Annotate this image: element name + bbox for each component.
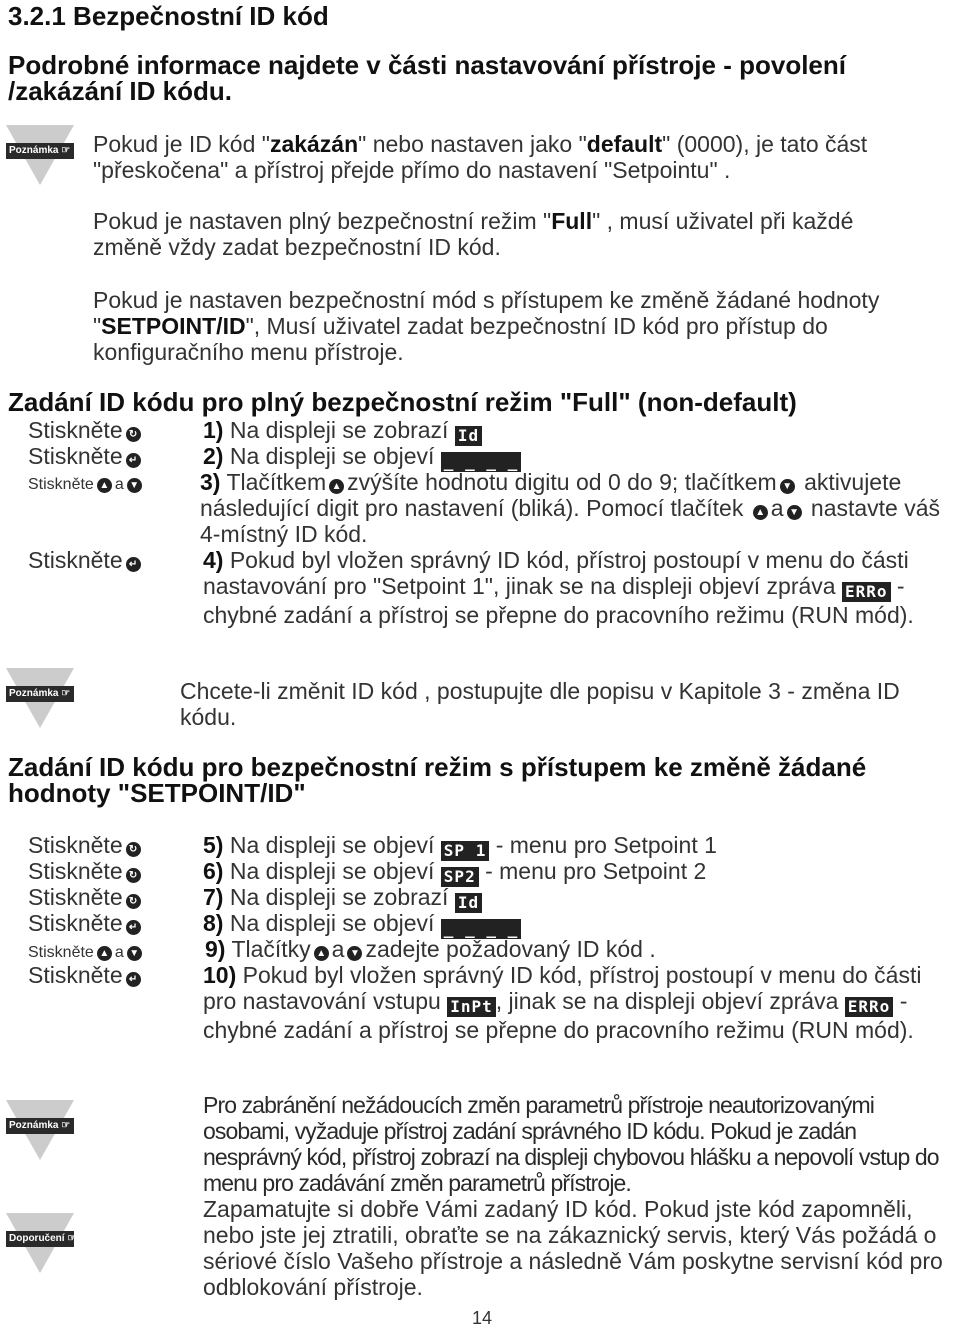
step-10: 10) Pokud byl vložen správný ID kód, přístroj postoupí v menu do části pro nastavování vstupu InPt , jinak se na displeji objeví zpráva ERRo - chybné zadání a přístroj se přepne do pracovního režimu (RUN mód). (203, 962, 922, 1043)
down-key-icon: ▼ (780, 479, 795, 494)
heading-setpoint-mode: Zadání ID kódu pro bezpečnostní režim s přístupem ke změně žádané hodnoty "SETPOINT/ID" (8, 752, 867, 808)
heading-full-mode: Zadání ID kódu pro plný bezpečnostní režim "Full" (non-default) (8, 387, 797, 417)
lcd-dashes: _ _ _ _ (441, 919, 521, 939)
up-key-icon: ▲ (97, 478, 112, 493)
note-icon: Poznámka ☞ (6, 125, 74, 185)
press-label: Stiskněte ↻ (28, 884, 144, 910)
enter-key-icon: ↵ (126, 557, 141, 572)
note-setpoint-mode: Pokud je nastaven bezpečnostní mód s přístupem ke změně žádané hodnoty "SETPOINT/ID", Musí uživatel zadat bezpečnostní ID kód pro přístup do konfiguračního menu přístroje. (93, 287, 880, 365)
press-label: Stiskněte ▲ a ▼ (28, 472, 145, 498)
step-3: 3) Tlačítkem ▲ zvýšíte hodnotu digitu od 0 do 9; tlačítkem ▼ aktivujete následující digit pro nastavení (bliká). Pomocí tlačítek ▲ a ▼ nastavte váš 4-místný ID kód. (200, 469, 941, 547)
scroll-key-icon: ↻ (126, 894, 141, 909)
enter-key-icon: ↵ (126, 920, 141, 935)
down-key-icon: ▼ (127, 946, 142, 961)
step-4: 4) Pokud byl vložen správný ID kód, přístroj postoupí v menu do části nastavování pro "Setpoint 1", jinak se na displeji objeví zpráva ERRo - chybné zadání a přístroj se přepne do pracovního režimu (RUN mód). (203, 547, 914, 628)
press-label: Stiskněte ▲ a ▼ (28, 940, 145, 966)
lcd-id: Id (455, 426, 482, 446)
lcd-id: Id (455, 893, 482, 913)
lcd-input: InPt (447, 997, 496, 1017)
note-unauthorized: Pro zabránění nežádoucích změn parametrů přístroje neautorizovanými osobami, vyžaduje přístroj zadání správného ID kódu. Pokud je zadán nesprávný kód, přístroj zobrazí na displeji chybovou hlášku a nepovolí vstup do menu pro zadávání změn parametrů přístroje. (203, 1092, 939, 1196)
note-change-id: Chcete-li změnit ID kód , postupujte dle popisu v Kapitole 3 - změna ID kódu. (180, 678, 900, 730)
lcd-error: ERRo (842, 582, 891, 602)
step-8: 8) Na displeji se objeví _ _ _ _ (203, 910, 521, 939)
note-icon: Poznámka ☞ (6, 1100, 74, 1160)
press-label: Stiskněte ↻ (28, 832, 144, 858)
intro-text: Podrobné informace najdete v části nastavování přístroje - povolení /zakázání ID kódu. (8, 50, 846, 106)
note-disabled-default: Pokud je ID kód "zakázán" nebo nastaven jako "default" (0000), je tato část "přeskočena" a přístroj přejde přímo do nastavení "Setpointu" . (93, 131, 868, 183)
enter-key-icon: ↵ (126, 453, 141, 468)
step-6: 6) Na displeji se objeví SP2 - menu pro Setpoint 2 (203, 858, 707, 886)
down-key-icon: ▼ (127, 478, 142, 493)
up-key-icon: ▲ (753, 505, 768, 520)
press-label: Stiskněte ↻ (28, 858, 144, 884)
lcd-dashes: _ _ _ _ (441, 452, 521, 472)
step-9: 9) Tlačítky ▲ a ▼ zadejte požadovaný ID kód . (205, 936, 656, 962)
press-label: Stiskněte ↻ (28, 417, 144, 443)
page-number: 14 (472, 1308, 493, 1328)
step-1: 1) Na displeji se zobrazí Id (203, 417, 482, 446)
down-key-icon: ▼ (787, 505, 802, 520)
up-key-icon: ▲ (329, 479, 344, 494)
scroll-key-icon: ↻ (126, 427, 141, 442)
press-label: Stiskněte ↵ (28, 962, 144, 988)
section-title: 3.2.1 Bezpečnostní ID kód (8, 1, 329, 31)
scroll-key-icon: ↻ (126, 842, 141, 857)
lcd-sp2: SP2 (441, 867, 479, 887)
step-2: 2) Na displeji se objeví _ _ _ _ (203, 443, 521, 472)
lcd-sp1: SP 1 (441, 841, 490, 861)
note-full-mode: Pokud je nastaven plný bezpečnostní režim "Full" , musí uživatel při každé změně vždy zadat bezpečnostní ID kód. (93, 208, 854, 260)
recommendation-icon: Doporučení ☞ (6, 1213, 74, 1273)
step-5: 5) Na displeji se objeví SP 1 - menu pro Setpoint 1 (203, 832, 717, 860)
down-key-icon: ▼ (347, 946, 362, 961)
lcd-error: ERRo (845, 997, 894, 1017)
up-key-icon: ▲ (314, 946, 329, 961)
up-key-icon: ▲ (97, 946, 112, 961)
scroll-key-icon: ↻ (126, 868, 141, 883)
press-label: Stiskněte ↵ (28, 443, 144, 469)
note-icon: Poznámka ☞ (6, 668, 74, 728)
recommendation-text: Zapamatujte si dobře Vámi zadaný ID kód. Pokud jste kód zapomněli, nebo jste jej ztratili, obraťte se na zákaznický servis, který Vás požádá o sériové číslo Vašeho přístroje a následně Vám poskytne servisní kód pro odblokování přístroje. (203, 1196, 943, 1300)
press-label: Stiskněte ↵ (28, 910, 144, 936)
enter-key-icon: ↵ (126, 972, 141, 987)
step-7: 7) Na displeji se zobrazí Id (203, 884, 482, 913)
press-label: Stiskněte ↵ (28, 547, 144, 573)
